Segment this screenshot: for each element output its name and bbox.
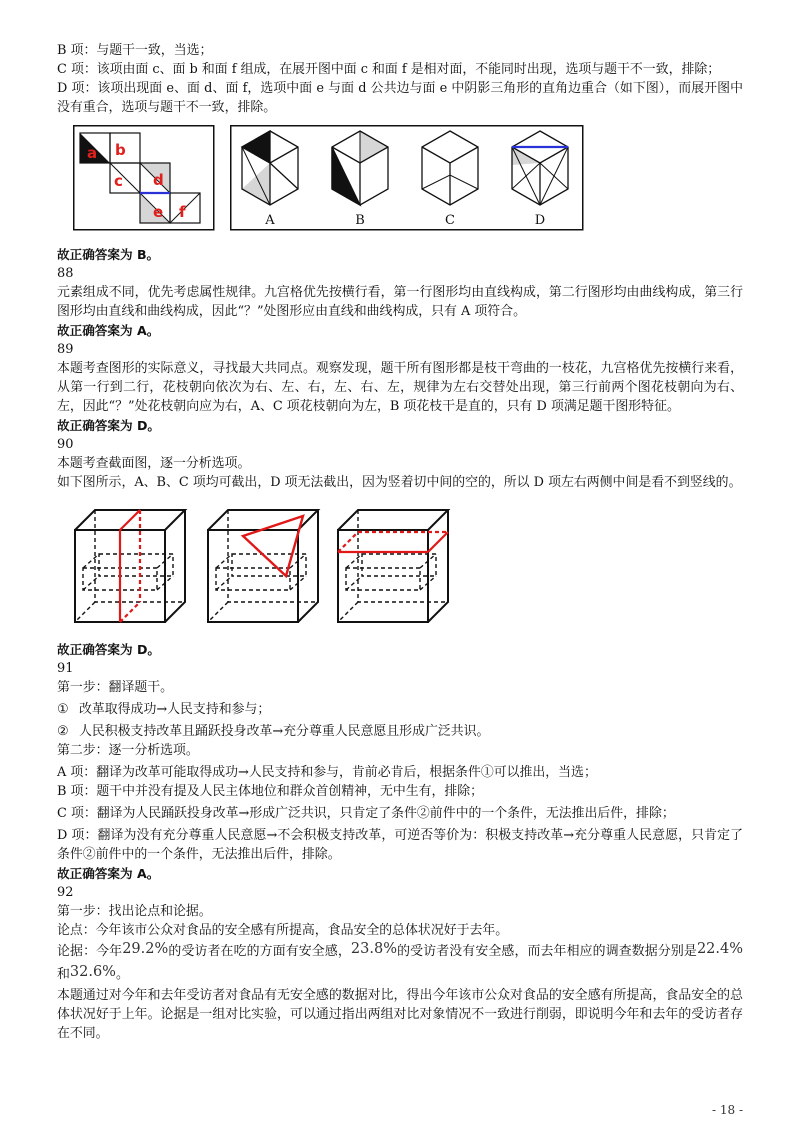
cube3-hidden-diagonal: [338, 602, 358, 622]
cube3-cut-left: [338, 532, 358, 552]
q92-evidence: [57, 940, 743, 986]
q91-option-b-analysis: B 项：题干中并没有提及人民主体地位和群众首创精神，无中生有，排除；: [57, 784, 484, 799]
cube3-slot-front: [346, 568, 420, 590]
cube-a-shaded-triangle: [242, 163, 270, 205]
q92-evidence-text-3: 的受访者没有安全感，而去年相应的调查数据分别是: [396, 944, 697, 959]
cube2-slot-back: [232, 554, 306, 576]
cube-d-left-x-2: [512, 163, 540, 189]
option-label-a: A: [265, 213, 275, 228]
q91-condition-1: [57, 700, 743, 719]
q87-option-d-analysis: D 项：该项出现面 e、面 d、面 f，选项中面 e 与面 d 公共边与面 e 中阴影三角形的直角边重合（如下图），而展开图中没有重合，选项与题干不一致，排除。: [57, 81, 743, 115]
net-label-b: b: [115, 141, 126, 159]
q90-section-cubes-figure: [57, 508, 743, 630]
cube2-cut-triangle: [243, 516, 303, 576]
q91-condition-1-mark: ①: [57, 702, 69, 717]
q89-explanation: 本题考查图形的实际意义，寻找最大共同点。观察发现，题干所有图形都是枝干弯曲的一枝花，九宫格优先按横行来看，从第一行到二行，花枝朝向依次为右、左、右，左、右、左，规律为左右交替处出现，第三行前两个图花枝朝向为右、左，因此“？”处花枝朝向应为右，A、C 项花枝朝向为左，B 项花枝干是直的，只有 D 项满足题干图形特征。: [57, 361, 743, 414]
q92-evidence-value-3: 22.4%: [696, 941, 744, 957]
cube-a-right-diagonal: [270, 163, 298, 189]
q91-option-d-analysis: D 项：翻译为没有充分尊重人民意愿→不会积极支持改革，可逆否等价为：积极支持改革→充分尊重人民意愿，只肯定了条件②前件中的一个条件，无法推出后件，排除。: [57, 828, 743, 862]
net-label-e: e: [153, 203, 164, 221]
q92-thesis: 论点：今年该市公众对食品的安全感有所提高，食品安全的总体状况好于去年。: [57, 923, 509, 938]
q88-explanation: 元素组成不同，优先考虑属性规律。九宫格优先按横行看，第一行图形均由直线构成，第二行图形均由曲线构成，第三行图形均由直线和曲线构成，因此“？”处图形应由直线和曲线构成，只有 A 项符合。: [57, 285, 743, 319]
cube1-slot-edge-1: [83, 554, 99, 568]
q91-number: 91: [57, 661, 74, 676]
cube2-slot-edge-4: [216, 576, 232, 590]
q90-intro: 本题考查截面图，逐一分析选项。: [57, 456, 251, 471]
cube3-cut-plane: [338, 532, 448, 552]
cube-a-black-triangle: [242, 131, 270, 163]
q91-option-c-analysis: C 项：翻译为人民踊跃投身改革→形成广泛共识，只肯定了条件②前件中的一个条件，无法推出后件，排除；: [57, 806, 675, 821]
q91-step1: 第一步：翻译题干。: [57, 680, 174, 695]
cube3-slot-edge-1: [346, 554, 362, 568]
q87-option-b-analysis: B 项：与题干一致，当选；: [57, 43, 213, 58]
q92-evidence-value-2: 23.8%: [350, 941, 397, 957]
q90-explanation: 如下图所示，A、B、C 项均可截出，D 项无法截出，因为竖着切中间的空的，所以 D 项左右两侧中间是看不到竖线的。: [57, 475, 742, 490]
q89-number: 89: [57, 342, 74, 357]
q92-evidence-text-5: 。: [115, 967, 129, 982]
q88-number: 88: [57, 266, 74, 281]
q90-number: 90: [57, 437, 74, 452]
option-label-d: D: [534, 213, 546, 228]
cube-b-shaded-triangle: [360, 131, 388, 163]
q92-evidence-text-1: 论据：今年: [57, 944, 123, 959]
cube1-cut-bottom: [120, 602, 140, 622]
q92-analysis: 本题通过对今年和去年受访者对食品有无安全感的数据对比，得出今年该市公众对食品的安全感有所提高，食品安全的总体状况好于上年。论据是一组对比实验，可以通过指出两组对比对象情况不一致进行削弱，即说明今年和去年的受访者存在不同。: [57, 988, 743, 1041]
q92-evidence-value-1: 29.2%: [122, 941, 169, 957]
net-label-d: d: [153, 171, 164, 189]
net-label-c: c: [114, 172, 123, 190]
q91-option-a-analysis: A 项：翻译为改革可能取得成功→人民支持和参与，肯前必肯后，根据条件①可以推出，当选；: [57, 765, 597, 780]
section-cube-3: [338, 510, 448, 622]
q87-cube-net-figure: [73, 125, 743, 235]
q92-step1: 第一步：找出论点和论据。: [57, 904, 212, 919]
net-label-a: a: [87, 144, 98, 162]
q89-answer: 故正确答案为 D。: [57, 418, 160, 433]
option-label-b: B: [355, 213, 365, 228]
page-number: - 18 -: [711, 1103, 743, 1117]
q88-answer: 故正确答案为 A。: [57, 323, 160, 338]
cube2-slot-front: [216, 568, 290, 590]
document-page: [57, 41, 743, 1043]
q87-figure-svg: [73, 125, 585, 235]
cube1-cut-top: [120, 510, 140, 530]
q92-evidence-text-4: 和: [57, 967, 70, 982]
q91-condition-2: [57, 722, 743, 741]
q91-condition-2-text: 人民积极支持改革且踊跃投身改革→充分尊重人民意愿且形成广泛共识。: [79, 724, 490, 739]
option-cube-c: [422, 131, 478, 205]
cube1-slot-edge-4: [83, 576, 99, 590]
cube1-slot-back: [99, 554, 173, 576]
section-cube-2: [208, 510, 318, 622]
q91-step2: 第二步：逐一分析选项。: [57, 743, 199, 758]
q87-answer: 故正确答案为 B。: [57, 247, 160, 262]
cube3-slot-edge-4: [346, 576, 362, 590]
q90-answer: 故正确答案为 D。: [57, 642, 160, 657]
q91-answer: 故正确答案为 A。: [57, 866, 160, 881]
section-cube-1: [75, 510, 185, 622]
option-cube-d: [512, 131, 568, 205]
q91-condition-2-mark: ②: [57, 724, 69, 739]
q87-option-c-analysis: C 项：该项由面 c、面 b 和面 f 组成，在展开图中面 c 和面 f 是相对面，不能同时出现，选项与题干不一致，排除；: [57, 62, 721, 77]
cube3-top-edges: [338, 510, 448, 530]
q92-evidence-text-2: 的受访者在吃的方面有安全感，: [168, 944, 351, 959]
cube1-cut-plane: [120, 510, 140, 622]
option-label-c: C: [445, 213, 455, 228]
cube3-cut-right: [428, 532, 448, 552]
q90-figure-svg: [57, 508, 457, 630]
cube1-hidden-diagonal: [75, 602, 95, 622]
cube2-hidden-diagonal: [208, 602, 228, 622]
net-label-f: f: [179, 203, 186, 221]
option-cube-b: [332, 131, 388, 205]
option-cube-a: [242, 131, 298, 205]
cube2-slot-edge-1: [216, 554, 232, 568]
cube-c-top-edges: [422, 147, 478, 163]
options-frame: [231, 126, 583, 230]
cube3-slot-back: [362, 554, 436, 576]
q91-condition-1-text: 改革取得成功→人民支持和参与；: [79, 702, 271, 717]
q92-evidence-value-4: 32.6%: [69, 964, 116, 980]
q92-number: 92: [57, 885, 74, 900]
